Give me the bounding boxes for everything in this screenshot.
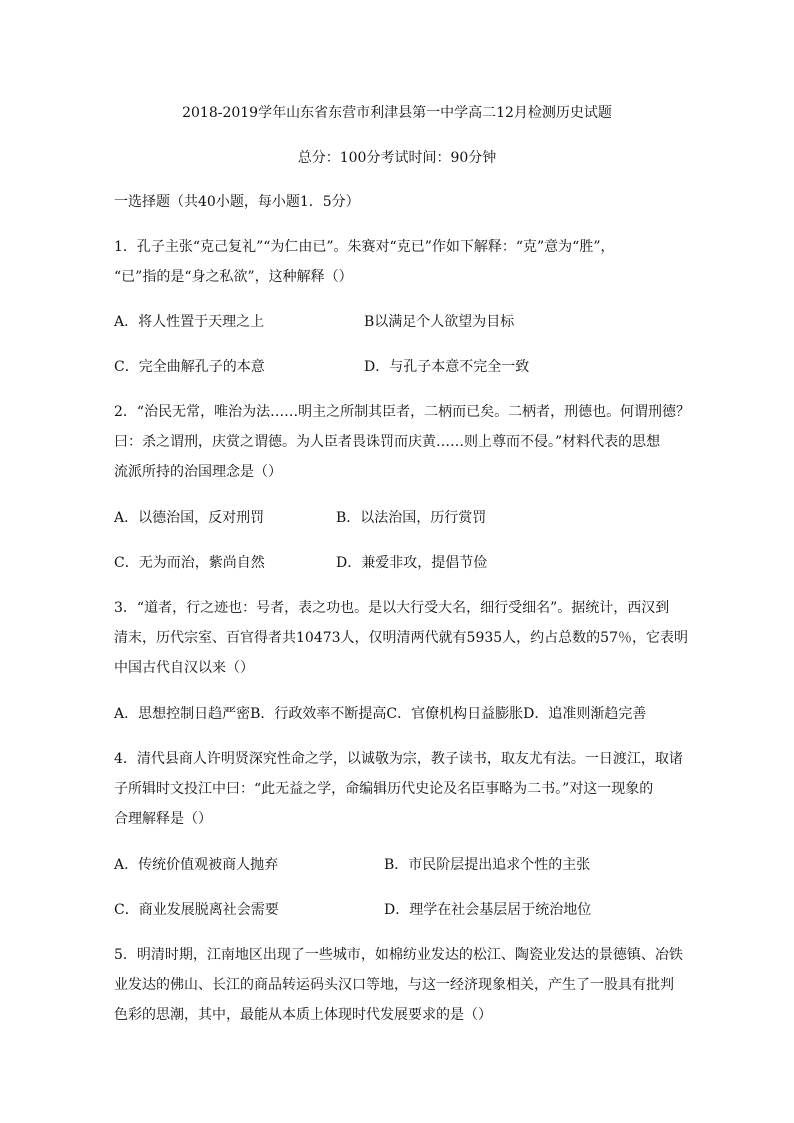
option-a: A．传统价值观被商人抛弃: [114, 857, 279, 873]
question-4-options-row-2: [114, 900, 684, 920]
option-c: C．无为而治，紫尚自然: [114, 555, 265, 571]
option-a: A．将人性置于天理之上: [114, 314, 265, 330]
question-1-line-1: 1．孔子主张“克己复礼”“为仁由已”。朱赛对“克已”作如下解释：“克”意为“胜”，: [114, 239, 615, 255]
question-5-line-3: 色彩的思潮，其中，最能从本质上体现时代发展要求的是（）: [114, 1007, 492, 1023]
option-b: B．市民阶层提出追求个性的主张: [384, 857, 591, 873]
question-4-line-2: 子所辑时文投江中曰：“此无益之学，命编辑历代史论及名臣事略为二书。”对这一现象的: [114, 781, 654, 797]
option-d: D．理学在社会基层居于统治地位: [384, 902, 592, 918]
option-b: B．以法治国，历行赏罚: [336, 510, 487, 526]
question-5-line-1: 5．明清时期，江南地区出现了一些城市，如棉纺业发达的松江、陶瓷业发达的景德镇、冶铁: [114, 947, 683, 963]
question-5-line-2: 业发达的佛山、长江的商品转运码头汉口等地，与这一经济现象相关，产生了一股具有批判: [114, 977, 674, 993]
exam-meta: 总分：100分考试时间：90分钟: [297, 150, 497, 166]
question-4-options-row-1: [114, 855, 684, 875]
option-d: D．与孔子本意不完全一致: [364, 359, 530, 375]
question-3-line-1: 3．“道者，行之迹也：号者，表之功也。是以大行受大名，细行受细名”。据统计，西汉到: [114, 600, 670, 616]
question-2-line-1: 2．“治民无常，唯治为法……明主之所制其臣者，二柄而已矣。二柄者，刑德也。何谓刑德？: [114, 404, 691, 420]
question-1-line-2: “已”指的是“身之私欲”，这种解释（）: [114, 269, 353, 285]
question-2-options-row-2: [114, 553, 684, 573]
question-1-options-row-2: [114, 357, 684, 377]
question-4-line-1: 4．清代县商人许明贤深究性命之学，以诚敬为宗，教子读书，取友尤有法。一日渡江，取诸: [114, 751, 683, 767]
question-1-options-row-1: [114, 312, 684, 332]
section-title: 一选择题（共40小题，每小题1．5分）: [114, 194, 360, 210]
question-3-line-3: 中国古代自汉以来（）: [114, 660, 254, 676]
option-d: D．兼爱非攻，提倡节俭: [336, 555, 488, 571]
question-3-options: A．思想控制日趋严密B．行政效率不断提高C．官僚机构日益膨胀D．追准则渐趋完善: [114, 706, 647, 722]
option-a: A．以德治国，反对刑罚: [114, 510, 265, 526]
question-2-line-2: 曰：杀之谓刑，庆赏之谓德。为人臣者畏诛罚而庆黄……则上尊而不侵。”材料代表的思想: [114, 434, 661, 450]
question-2-line-3: 流派所持的治国理念是（）: [114, 464, 282, 480]
option-c: C．商业发展脱离社会需要: [114, 902, 279, 918]
exam-title: 2018-2019学年山东省东营市利津县第一中学高二12月检测历史试题: [182, 105, 612, 121]
question-2-options-row-1: [114, 508, 684, 528]
option-b: B以满足个人欲望为目标: [364, 314, 515, 330]
option-c: C．完全曲解孔子的本意: [114, 359, 265, 375]
question-3-line-2: 清末，历代宗室、百官得者共10473人，仅明清两代就有5935人，约占总数的57％，它表明: [114, 630, 688, 646]
question-4-line-3: 合理解释是（）: [114, 811, 212, 827]
